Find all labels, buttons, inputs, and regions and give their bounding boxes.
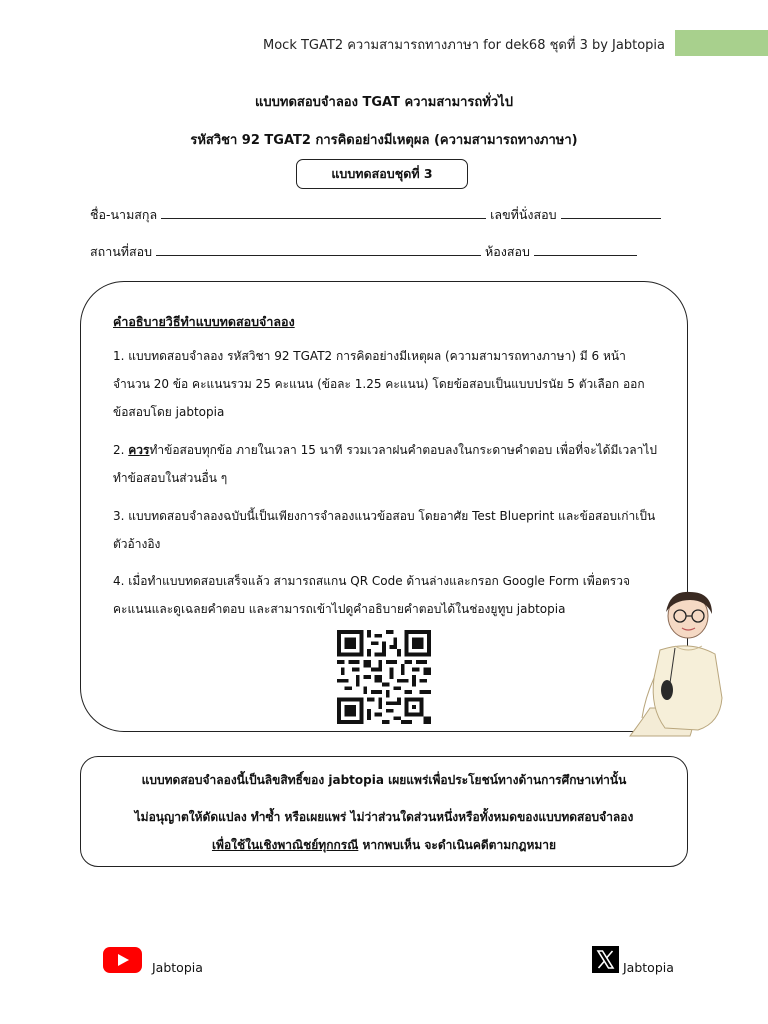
- seat-field[interactable]: [561, 206, 661, 219]
- item2-rest: ทำข้อสอบทุกข้อ ภายในเวลา 15 นาที รวมเวลาฝนคำตอบลงในกระดาษคำตอบ เพื่อที่จะได้มีเวลาไปทำข้อสอบในส่วนอื่น ๆ: [113, 443, 657, 485]
- youtube-icon[interactable]: [103, 947, 142, 973]
- item2-prefix: 2.: [113, 443, 129, 457]
- instruction-item-3: 3. แบบทดสอบจำลองฉบับนี้เป็นเพียงการจำลองแนวข้อสอบ โดยอาศัย Test Blueprint และข้อสอบเก่าเป็นตัวอ้างอิง: [113, 509, 656, 551]
- copyright-line-1: แบบทดสอบจำลองนี้เป็นลิขสิทธิ์ของ jabtopia เผยแพร่เพื่อประโยชน์ทางด้านการศึกษาเท่านั้น: [141, 773, 627, 787]
- item2-emphasis: ควร: [128, 443, 150, 457]
- name-field[interactable]: [161, 206, 486, 219]
- character-illustration: [620, 588, 750, 738]
- room-label: ห้องสอบ: [485, 244, 530, 259]
- header-accent-bar: [675, 30, 768, 56]
- x-logo-icon[interactable]: [592, 946, 619, 973]
- seat-label: เลขที่นั่งสอบ: [490, 207, 557, 222]
- header-text: Mock TGAT2 ความสามารถทางภาษา for dek68 ชุดที่ 3 by Jabtopia: [263, 38, 665, 53]
- copyright-rest: หากพบเห็น จะดำเนินคดีตามกฎหมาย: [358, 838, 557, 852]
- exam-set-text: แบบทดสอบชุดที่ 3: [331, 166, 433, 181]
- qr-code[interactable]: [334, 630, 434, 724]
- instructions-heading: คำอธิบายวิธีทำแบบทดสอบจำลอง: [113, 314, 295, 329]
- exam-set-label: [296, 159, 468, 189]
- form-row-name: [90, 205, 661, 225]
- room-field[interactable]: [534, 243, 637, 256]
- name-label: ชื่อ-นามสกุล: [90, 207, 158, 222]
- instruction-item-2: [113, 436, 658, 492]
- venue-label: สถานที่สอบ: [90, 244, 153, 259]
- x-account-label[interactable]: Jabtopia: [623, 960, 674, 975]
- copyright-line-2: ไม่อนุญาตให้ดัดแปลง ทำซ้ำ หรือเผยแพร่ ไม่ว่าส่วนใดส่วนหนึ่งหรือทั้งหมดของแบบทดสอบจำลอง: [134, 810, 634, 824]
- instruction-item-1: 1. แบบทดสอบจำลอง รหัสวิชา 92 TGAT2 การคิดอย่างมีเหตุผล (ความสามารถทางภาษา) มี 6 หน้า จำนวน 20 ข้อ คะแนนรวม 25 คะแนน (ข้อละ 1.25 คะแนน) โดยข้อสอบเป็นแบบปรนัย 5 ตัวเลือก ออกข้อสอบโดย jabtopia: [113, 349, 645, 419]
- youtube-channel-label[interactable]: Jabtopia: [152, 960, 203, 975]
- copyright-line-3: [80, 836, 688, 855]
- instruction-item-4: 4. เมื่อทำแบบทดสอบเสร็จแล้ว สามารถสแกน QR Code ด้านล่างและกรอก Google Form เพื่อตรวจคะแนนและดูเฉลยคำตอบ และสามารถเข้าไปดูคำอธิบายคำตอบได้ในช่องยูทูบ jabtopia: [113, 574, 631, 616]
- exam-title: แบบทดสอบจำลอง TGAT ความสามารถทั่วไป: [255, 95, 513, 110]
- copyright-emphasis: เพื่อใช้ในเชิงพาณิชย์ทุกกรณี: [211, 838, 359, 852]
- exam-subject: รหัสวิชา 92 TGAT2 การคิดอย่างมีเหตุผล (ความสามารถทางภาษา): [190, 133, 578, 148]
- venue-field[interactable]: [156, 243, 481, 256]
- form-row-venue: [90, 242, 637, 262]
